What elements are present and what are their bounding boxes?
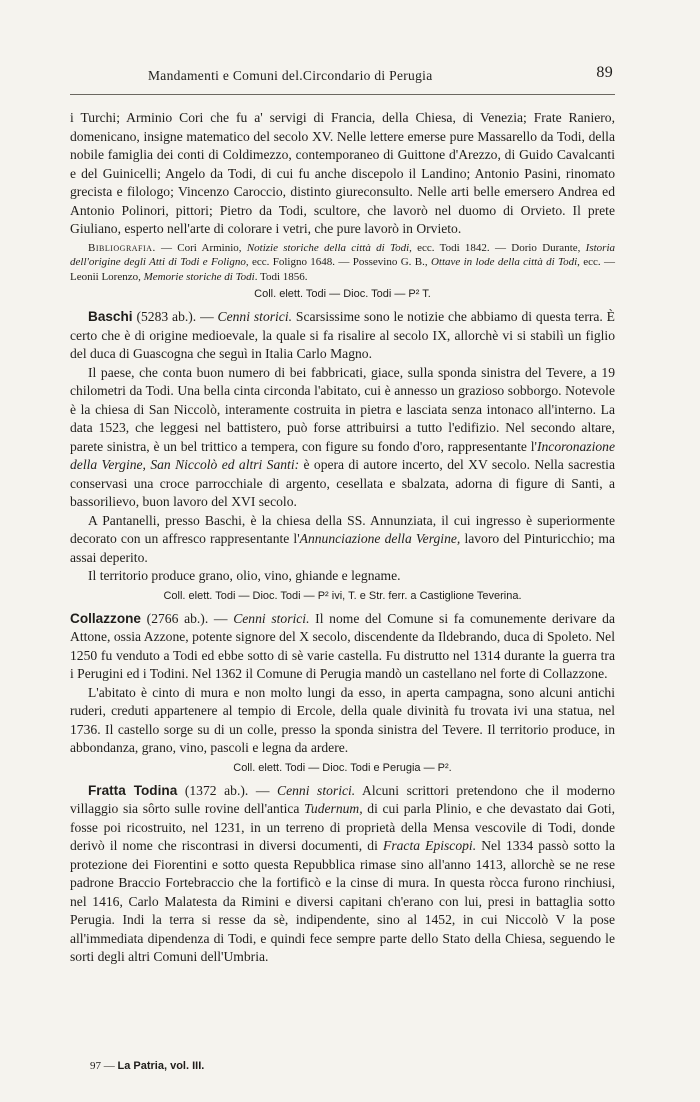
paragraph-text: Alcuni scrittori pretendono che il moderno villaggio sia sôrto sulle rovine dell'antica [70,782,616,816]
paragraph-text: Il nome del Comune si fa comunemente derivare da Attone, ossia Azzone, potente signore del X secolo, discendente da Ildebrando, duca di Spoleto. Nel 1250 fu venduto a Todi ed ebbe sotto di sè varie castella. Fu distrutto nel 1314 durante la guerra tra i Perugini ed i Todini. Nel 1362 il Comune di Perugia mandò un castellano nel forte di Collazzone. [70,610,615,681]
paragraph-text: Scarsissime sono le notizie che abbiamo di questa terra. È certo che è di origine medioevale, la quale si fa risalire al secolo IX, allorchè vi si stabilì un figlio del duca di Guascogna che seguì in Italia Carlo Magno. [70,309,615,361]
signature-footer [90,1060,204,1072]
bib-text: — Cori Arminio, [155,241,247,254]
entry-heading-collazzone: Collazzone [70,610,141,626]
baschi-paragraph-3 [70,512,615,568]
cenni-storici-label: Cenni storici. [277,782,356,798]
artwork-title: Annunciazione della Vergine, [299,531,461,546]
collazzone-paragraph-2: L'abitato è cinto di mura e non molto lungi da esso, in aperta campagna, sono alcuni antichi ruderi, creduti appartenere al tempio di Ercole, della quale divinità fu trovata ivi una statua, nel 1736. Il castello sorge su di un colle, presso la sponda sinistra del Tevere. Il territorio produce, in abbondanza, grano, vino, pascoli e legna da ardere. [70,684,615,755]
fratta-paragraph-1 [70,782,615,967]
latin-name: Fracta Episcopi. [383,838,477,853]
bib-text: , ecc. Foligno 1648. — Possevino G. B., [245,256,431,268]
baschi-paragraph-4: Il territorio produce grano, olio, vino, ghiande e legname. [88,568,401,583]
bibliography-label: Bibliografia. [88,241,156,254]
paragraph-text: Nel 1334 passò sotto la protezione dei Fiorentini e sotto questa Repubblica rimase sino all'anno 1413, allorchè se ne rese padrone Braccio Fortebraccio che la fortificò e la cinse di mura. In questa ròcca furono rinchiusi, nel 1416, Carlo Malatesta da Rimini e diversi capitani ch'erano con lui, presi in battaglia sotto Perugia. Indi la terra si resse da sè, indipendente, sino al 1452, in cui Niccolò V la pose all'immediata dipendenza di Todi, e quindi fece sempre parte dello Stato della Chiesa, seguendo le sorti degli altri Comuni dell'Umbria. [70,838,615,964]
paragraph-text: è opera di autore incerto, del XV secolo. Nella sacrestia conservasi una croce parrocchiale di argento, cesellata e sbalzata, adorna di figure di Santi, a bassorilievo, buon lavoro del XVI secolo. [70,457,615,509]
paragraph-text: Il paese, che conta buon numero di bei fabbricati, giace, sulla sponda sinistra del Tevere, a 19 chilometri da Todi. Una bella cinta circonda l'abitato, cui è annesso un grazioso sobborgo. Notevole è la chiesa di San Niccolò, interamente costruita in pietra e lasciata senza intonaco all'interno. La data 1523, che leggesi nel battistero, può forse attribuirsi a tutto l'edifizio. Nel secondo altare, parete sinistra, è un bel trittico a tempera, con figure su fondo d'oro, rappresentante l' [70,364,615,454]
running-head [70,64,615,88]
population: (1372 ab.). — [177,782,277,798]
bib-title: Ottave in lode della città di Todi [430,256,578,268]
artwork-title: Incoronazione della Vergine, San Niccolò ed altri Santi: [70,438,615,472]
cenni-storici-label: Cenni storici. [233,610,310,626]
paragraph-text: lavoro del Pinturicchio; ma assai deperito. [70,531,615,565]
bib-text: , ecc. — Leonii Lorenzo, [70,256,615,283]
collegio-line-collazzone: Coll. elett. Todi — Dioc. Todi e Perugia — P². [233,761,452,774]
baschi-paragraph-2 [70,364,615,512]
collegio-line-todi: Coll. elett. Todi — Dioc. Todi — P² T. [254,288,431,300]
bibliography [70,241,615,285]
intro-paragraph: i Turchi; Arminio Cori che fu a' servigi di Francia, della Chiesa, di Venezia; Frate Raniero, domenicano, insigne matematico del secolo XV. Nelle lettere emerse pure Massarello da Todi, della nobile famiglia dei conti di Coldimezzo, contemporaneo di Guittone d'Arezzo, di Guido Cavalcanti e del Guinicelli; Angelo da Todi, di cui fu anche discepolo il Landino; Antonio Pasini, rinomato grecista e filologo; Vincenzo Caroccio, distinto giureconsulto. Nelle arti belle emersero Andrea ed Antonio Polinori, pittori; Pietro da Todi, scultore, che lavorò nel duomo di Orvieto. Il prete Giuliano, esperto nell'arte di colorare i vetri, che pure lavorò in Orvieto. [70,110,615,236]
paragraph-text: di cui parla Plinio, e che devastato dai Goti, fosse poi ricostruito, nel 1231, in un terreno di proprietà della Mensa vescovile di Todi, donde derivò il nome che riscontrasi in diversi documenti, di [70,801,615,853]
collazzone-paragraph-1 [70,610,615,684]
bib-text: , ecc. Todi 1842. — Dorio Durante, [409,241,586,254]
running-title: Mandamenti e Comuni del.Circondario di Perugia [148,68,433,83]
signature-number: 97 — [90,1060,118,1072]
paragraph-text: A Pantanelli, presso Baschi, è la chiesa della SS. Annunziata, il cui ingresso è superiormente decorato con un affresco rappresentante l' [70,512,615,546]
latin-name: Tudernum, [304,801,363,816]
collegio-line-baschi: Coll. elett. Todi — Dioc. Todi — P² ivi, T. e Str. ferr. a Castiglione Teverina. [163,589,522,602]
page-number: 89 [596,64,613,81]
bib-title: Istoria dell'origine degli Atti di Todi e Foligno [70,241,616,268]
population: (5283 ab.). — [132,309,218,324]
cenni-storici-label: Cenni storici. [217,309,293,324]
bib-title: Notizie storiche della città di Todi [246,241,410,254]
bib-title: Memorie storiche di Todi [143,270,255,283]
bib-text: . Todi 1856. [254,270,308,283]
entry-heading-baschi: Baschi [88,309,133,324]
volume-label: La Patria, vol. III. [117,1060,205,1072]
baschi-paragraph-1 [70,308,615,364]
entry-heading-fratta-todina: Fratta Todina [88,782,178,798]
header-rule [70,94,615,95]
population: (2766 ab.). — [141,610,234,626]
